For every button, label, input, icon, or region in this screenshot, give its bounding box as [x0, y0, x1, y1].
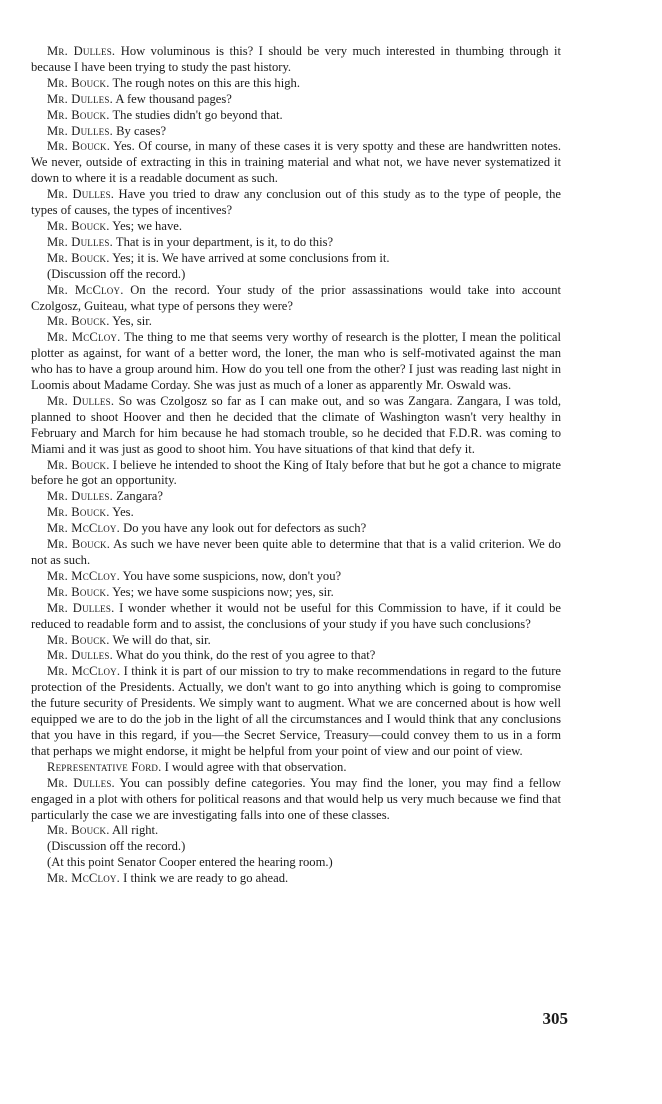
transcript-paragraph — [31, 187, 561, 219]
speaker-name: Mr. Dulles. — [47, 187, 115, 202]
speaker-name: Mr. Bouck. — [47, 107, 110, 122]
speaker-name: Mr. McCloy. — [47, 664, 121, 679]
speech-text: What do you think, do the rest of you agree to that? — [115, 648, 376, 663]
transcript-paragraph — [31, 855, 561, 871]
speech-text: As such we have never been quite able to determine that that is a valid criterion. We do not as such. — [31, 537, 561, 567]
transcript-paragraph — [31, 633, 561, 649]
speech-text: You have some suspicions, now, don't you? — [122, 568, 342, 583]
speaker-name: Mr. McCloy. — [47, 521, 120, 536]
transcript-paragraph — [31, 601, 561, 633]
speaker-name: Mr. Dulles. — [47, 600, 115, 615]
speaker-name: Mr. Bouck. — [47, 218, 110, 233]
speech-text: (At this point Senator Cooper entered the hearing room.) — [47, 855, 333, 870]
speech-text: I think it is part of our mission to try to make recommendations in regard to the future protection of the Presidents. Actually, we don't want to go into anything which is going to compromise the future security of Presidents. We simply want to augment. What we are concerned about is how well equipped we are to do the job in the light of all the circumstances and I would think that any conclusions that you have in this regard, if you—the Secret Service, Treasury—could convey them to us in a form that perhaps we might endorse, it might be helpful from your point of view and our point of view. — [31, 664, 562, 758]
transcript-paragraph — [31, 124, 561, 140]
speaker-name: Mr. Bouck. — [47, 250, 110, 265]
transcript-paragraph — [31, 664, 561, 759]
transcript-paragraph — [31, 108, 561, 124]
speech-text: The rough notes on this are this high. — [112, 75, 300, 90]
speech-text: The thing to me that seems very worthy of research is the plotter, I mean the political plotter as against, for want of a better word, the loner, the man who is self-motivated against the man who has to have a group around him. How do you tell one from the other? I just was reading last night in Loomis about Madame Corday. She was just as much of a loner as apparently Mr. Oswald was. — [31, 330, 561, 393]
speaker-name: Mr. Dulles. — [47, 91, 113, 106]
speaker-name: Mr. Bouck. — [47, 75, 110, 90]
speaker-name: Mr. Dulles. — [47, 234, 113, 249]
transcript-paragraph — [31, 521, 561, 537]
transcript-paragraph — [31, 251, 561, 267]
transcript-paragraph — [31, 458, 561, 490]
transcript-paragraph — [31, 330, 561, 394]
speech-text: Yes; it is. We have arrived at some conclusions from it. — [112, 250, 390, 265]
speaker-name: Mr. Dulles. — [47, 123, 113, 138]
speech-text: On the record. Your study of the prior assassinations would take into account Czolgosz, Guiteau, what type of persons they were? — [31, 282, 561, 313]
transcript-paragraph — [31, 569, 561, 585]
speaker-name: Mr. McCloy. — [47, 871, 120, 886]
speaker-name: Mr. Dulles. — [47, 44, 116, 58]
speech-text: That is in your department, is it, to do this? — [115, 234, 334, 249]
transcript-paragraph — [31, 92, 561, 108]
speech-text: So was Czolgosz so far as I can make out, and so was Zangara. Zangara, I was told, planned to shoot Hoover and then he decided that the climate of Washington wasn't very healthy in February and March for him because he had stomach trouble, so he decided that F.D.R. was coming to Miami and it was just as good to shoot him. You have situations of that kind that defy it. — [31, 393, 561, 456]
transcript-paragraph — [31, 648, 561, 664]
transcript-paragraph — [31, 283, 561, 315]
speech-text: I believe he intended to shoot the King of Italy before that but he got a chance to migrate before he got an opportunity. — [31, 457, 561, 488]
speech-text: (Discussion off the record.) — [47, 839, 186, 854]
speech-text: We will do that, sir. — [112, 632, 211, 647]
transcript-paragraph — [31, 537, 561, 569]
speaker-name: Mr. Bouck. — [47, 457, 110, 472]
speaker-name: Mr. Dulles. — [47, 393, 115, 408]
transcript-paragraph — [31, 314, 561, 330]
transcript-paragraph — [31, 760, 561, 776]
speaker-name: Representative Ford. — [47, 759, 162, 774]
speech-text: Yes. — [112, 505, 134, 520]
transcript-paragraph — [31, 44, 561, 76]
speech-text: The studies didn't go beyond that. — [112, 107, 283, 122]
speaker-name: Mr. McCloy. — [47, 330, 121, 345]
transcript-paragraph — [31, 489, 561, 505]
speaker-name: Mr. Dulles. — [47, 489, 113, 504]
speech-text: Do you have any look out for defectors as such? — [123, 521, 367, 536]
transcript-paragraph — [31, 823, 561, 839]
transcript-paragraph — [31, 219, 561, 235]
speaker-name: Mr. Bouck. — [47, 537, 111, 552]
speaker-name: Mr. Dulles. — [47, 648, 113, 663]
speaker-name: Mr. Bouck. — [47, 314, 110, 329]
speech-text: Yes; we have. — [112, 218, 182, 233]
speech-text: You can possibly define categories. You may find the loner, you may find a fellow engaged in a plot with others for political reasons and that would help us very much because we find that particularly the case we are investigating falls into one of these classes. — [31, 775, 561, 822]
speech-text: How voluminous is this? I should be very much interested in thumbing through it because I have been trying to study the past history. — [31, 44, 561, 74]
speech-text: By cases? — [116, 123, 167, 138]
transcript-paragraph — [31, 394, 561, 458]
speaker-name: Mr. Bouck. — [47, 139, 111, 154]
page-number: 305 — [542, 1009, 568, 1028]
speaker-name: Mr. Bouck. — [47, 505, 110, 520]
speech-text: I think we are ready to go ahead. — [123, 871, 289, 886]
speaker-name: Mr. McCloy. — [47, 568, 120, 583]
speech-text: Yes, sir. — [112, 314, 152, 329]
transcript-paragraph — [31, 76, 561, 92]
speaker-name: Mr. Bouck. — [47, 632, 110, 647]
transcript-body — [31, 44, 561, 887]
speech-text: Yes; we have some suspicions now; yes, sir. — [112, 584, 334, 599]
transcript-paragraph — [31, 235, 561, 251]
speech-text: I would agree with that observation. — [164, 759, 347, 774]
speaker-name: Mr. Dulles. — [47, 775, 115, 790]
speaker-name: Mr. Bouck. — [47, 823, 110, 838]
speech-text: Zangara? — [116, 489, 163, 504]
speaker-name: Mr. McCloy. — [47, 282, 124, 297]
speech-text: All right. — [112, 823, 159, 838]
transcript-paragraph — [31, 839, 561, 855]
transcript-paragraph — [31, 139, 561, 187]
transcript-paragraph — [31, 267, 561, 283]
transcript-paragraph — [31, 585, 561, 601]
speaker-name: Mr. Bouck. — [47, 584, 110, 599]
speech-text: Yes. Of course, in many of these cases it is very spotty and these are handwritten notes. We never, outside of extracting in this in training material and what not, we have never systematized it down to where it is a readable document as such. — [31, 139, 561, 186]
speech-text: I wonder whether it would not be useful for this Commission to have, if it could be reduced to readable form and to assist, the conclusions of your study if you have such conclusions? — [31, 600, 561, 631]
speech-text: A few thousand pages? — [115, 91, 232, 106]
speech-text: Have you tried to draw any conclusion out of this study as to the type of people, the types of causes, the types of incentives? — [31, 187, 561, 218]
transcript-paragraph — [31, 505, 561, 521]
transcript-paragraph — [31, 871, 561, 887]
speech-text: (Discussion off the record.) — [47, 266, 186, 281]
transcript-paragraph — [31, 776, 561, 824]
